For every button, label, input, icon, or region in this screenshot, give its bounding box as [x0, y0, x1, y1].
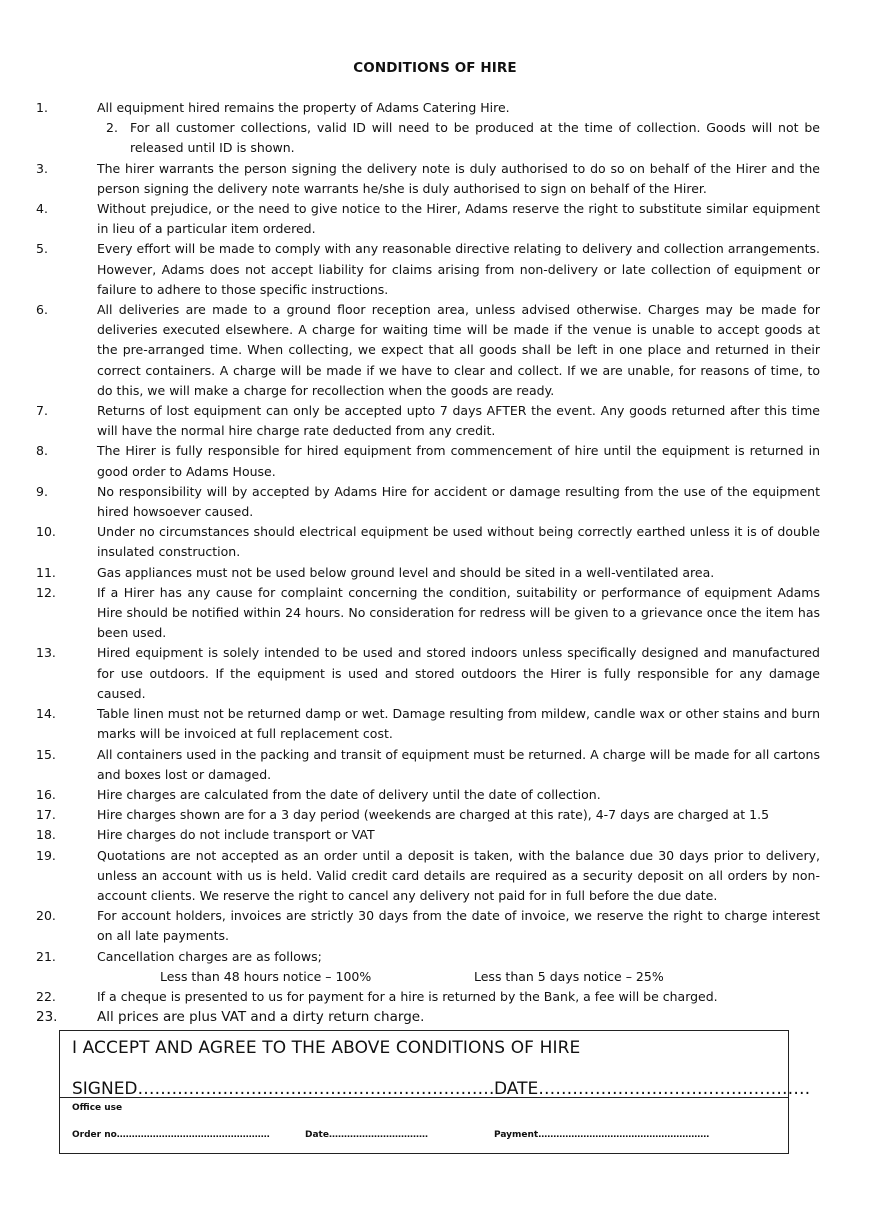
condition-number: 8.: [36, 443, 48, 459]
condition-item: [36, 785, 820, 805]
order-number-field[interactable]: Order no……………………………………………: [72, 1130, 270, 1140]
condition-number: 21.: [36, 948, 56, 964]
condition-item: [36, 563, 820, 583]
condition-number: 11.: [36, 564, 56, 580]
condition-item: [36, 906, 820, 946]
condition-number: 22.: [36, 988, 56, 1004]
condition-number: 16.: [36, 786, 56, 802]
condition-number: 17.: [36, 807, 56, 823]
condition-number: 13.: [36, 645, 56, 661]
condition-item: [36, 583, 820, 644]
condition-text: No responsibility will by accepted by Adams Hire for accident or damage resulting from the use of the equipment hired howsoever caused.: [97, 483, 820, 520]
condition-item: [36, 947, 820, 967]
acceptance-statement: I ACCEPT AND AGREE TO THE ABOVE CONDITIONS OF HIRE: [72, 1038, 581, 1058]
condition-item: [36, 1007, 820, 1027]
condition-number: 7.: [36, 403, 48, 419]
condition-text: Hire charges are calculated from the date of delivery until the date of collection.: [97, 786, 601, 802]
condition-text: For all customer collections, valid ID will need to be produced at the time of collection. Goods will not be released until ID is shown.: [130, 120, 820, 156]
condition-item: [36, 745, 820, 785]
cancellation-charges: [36, 967, 820, 987]
condition-item: [36, 704, 820, 744]
condition-number: 3.: [36, 160, 48, 176]
condition-item: [36, 522, 820, 562]
payment-field[interactable]: Payment…………………………………………………: [494, 1130, 710, 1140]
conditions-list: [36, 98, 820, 1027]
condition-text: All containers used in the packing and transit of equipment must be returned. A charge will be made for all cartons and boxes lost or damaged.: [97, 746, 820, 782]
office-use-label: Office use: [72, 1103, 123, 1113]
condition-text: Cancellation charges are as follows;: [97, 948, 322, 964]
condition-text: Gas appliances must not be used below ground level and should be sited in a well-ventilated area.: [97, 564, 715, 580]
condition-item: [36, 805, 820, 825]
condition-item: [36, 239, 820, 300]
condition-number: 6.: [36, 302, 48, 318]
condition-number: 4.: [36, 201, 48, 217]
condition-text: Returns of lost equipment can only be accepted upto 7 days AFTER the event. Any goods returned after this time will have the normal hire charge rate deducted from any credit.: [97, 403, 820, 439]
condition-number: 1.: [36, 100, 48, 115]
condition-number: 15.: [36, 746, 56, 762]
condition-item: [36, 98, 820, 118]
condition-number: 12.: [36, 584, 56, 600]
condition-text: If a cheque is presented to us for payment for a hire is returned by the Bank, a fee will be charged.: [97, 988, 718, 1004]
cancellation-48-hours: Less than 48 hours notice – 100%: [160, 968, 372, 984]
condition-text: Under no circumstances should electrical equipment be used without being correctly earthed unless it is of double insulated construction.: [97, 524, 820, 560]
condition-item: [36, 401, 820, 441]
condition-text: Every effort will be made to comply with any reasonable directive relating to delivery and collection arrangements. However, Adams does not accept liability for claims arising from non-delivery or late collection of equipment or failure to adhere to those specific instructions.: [97, 241, 820, 297]
condition-item: [36, 643, 820, 704]
condition-number: 20.: [36, 908, 56, 924]
date-field[interactable]: DATE…………………………………………: [494, 1079, 811, 1099]
condition-number: 23.: [36, 1008, 58, 1025]
condition-number: 19.: [36, 847, 56, 863]
condition-text: All deliveries are made to a ground floor reception area, unless advised otherwise. Charges may be made for deliveries executed elsewhere. A charge for waiting time will be made if the venue is unable to accept goods at the pre-arranged time. When collecting, we expect that all goods shall be left in one place and returned in their correct containers. A charge will be made if we have to clear and collect. If we are unable, for reasons of time, to do this, we will make a charge for recollection when the goods are ready.: [97, 302, 820, 398]
condition-text: Hired equipment is solely intended to be used and stored indoors unless specifically designed and manufactured for use outdoors. If the equipment is used and stored outdoors the Hirer is fully responsible for any damage caused.: [97, 645, 820, 701]
cancellation-5-days: Less than 5 days notice – 25%: [474, 968, 664, 984]
condition-text: Hire charges do not include transport or VAT: [97, 827, 375, 843]
acceptance-box: [59, 1030, 811, 1154]
condition-number: 5.: [36, 241, 48, 257]
condition-item: [36, 199, 820, 239]
condition-number: 9.: [36, 483, 48, 499]
condition-text: The hirer warrants the person signing the delivery note is duly authorised to do so on behalf of the Hirer and the person signing the delivery note warrants he/she is duly authorised to sign on behalf of the Hirer.: [97, 160, 820, 196]
condition-number: 2.: [106, 120, 118, 136]
condition-item: [36, 300, 820, 401]
condition-number: 14.: [36, 706, 56, 722]
condition-item: [36, 482, 820, 522]
condition-number: 18.: [36, 827, 56, 843]
box-divider: [60, 1097, 788, 1098]
condition-text: Quotations are not accepted as an order until a deposit is taken, with the balance due 30 days prior to delivery, unless an account with us is held. Valid credit card details are required as a security deposit on all orders by non-account clients. We reserve the right to cancel any delivery not paid for in full before the due date.: [97, 847, 820, 903]
office-date-field[interactable]: Date……………………………: [305, 1130, 428, 1140]
condition-item: [36, 159, 820, 199]
document-title: CONDITIONS OF HIRE: [353, 60, 517, 76]
condition-text: Hire charges shown are for a 3 day period (weekends are charged at this rate), 4-7 days are charged at 1.5: [97, 807, 770, 823]
condition-text: Without prejudice, or the need to give notice to the Hirer, Adams reserve the right to substitute similar equipment in lieu of a particular item ordered.: [97, 201, 820, 237]
condition-text: The Hirer is fully responsible for hired equipment from commencement of hire until the equipment is returned in good order to Adams House.: [97, 443, 820, 479]
condition-text: All equipment hired remains the property of Adams Catering Hire.: [97, 100, 510, 115]
condition-text: Table linen must not be returned damp or wet. Damage resulting from mildew, candle wax or other stains and burn marks will be invoiced at full replacement cost.: [97, 706, 820, 742]
condition-item: [36, 987, 820, 1007]
condition-item: [36, 825, 820, 845]
condition-text: If a Hirer has any cause for complaint concerning the condition, suitability or performance of equipment Adams Hire should be notified within 24 hours. No consideration for redress will be given to a grievance once the item has been used.: [97, 584, 820, 641]
condition-number: 10.: [36, 524, 56, 540]
condition-text: All prices are plus VAT and a dirty return charge.: [97, 1008, 425, 1025]
condition-item: [36, 118, 820, 158]
signature-field[interactable]: SIGNED………………………………………………………: [72, 1079, 495, 1099]
condition-item: [36, 846, 820, 907]
condition-text: For account holders, invoices are strictly 30 days from the date of invoice, we reserve the right to charge interest on all late payments.: [97, 908, 820, 944]
condition-item: [36, 441, 820, 481]
